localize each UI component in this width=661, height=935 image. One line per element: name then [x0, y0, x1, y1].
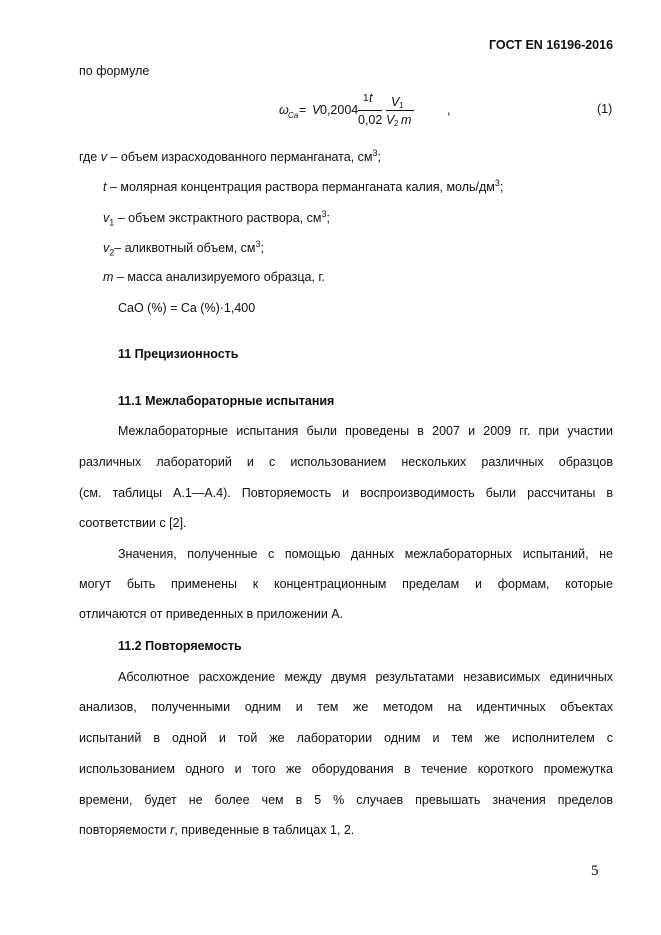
formula-frac2-num-v: V	[391, 95, 400, 109]
formula-frac1-line	[358, 110, 382, 111]
text-line: отличаются от приведенных в приложении А.	[79, 607, 344, 621]
formula-frac1-den: 0,02	[358, 113, 383, 127]
section-11-1-heading: 11.1 Межлабораторные испытания	[118, 394, 335, 408]
formula-frac2-num-sub: 1	[399, 101, 404, 110]
text-line: времени, будет не более чем в 5 % случаев превышать значения пределов	[79, 793, 613, 807]
section-11-2-heading: 11.2 Повторяемость	[118, 639, 242, 653]
formula-equals: =	[299, 103, 307, 117]
formula-v: V	[312, 103, 321, 117]
text-line: анализов, полученными одним и тем же методом на идентичных объектах	[79, 700, 613, 714]
text-line: Межлабораторные испытания были проведены в 2007 и 2009 гг. при участии	[118, 424, 613, 438]
definition-v: где v – объем израсходованного перманганата, $см^3$;	[79, 148, 381, 165]
formula-frac2-line	[386, 110, 414, 111]
definition-m: m – масса анализируемого образца, г.	[103, 270, 325, 284]
document-code: ГОСТ EN 16196-2016	[489, 38, 614, 52]
formula-frac2-den-sub: 2	[394, 119, 399, 128]
formula-coefficient: 0,2004	[320, 103, 359, 117]
intro-text: по формуле	[79, 64, 150, 78]
formula-number: (1)	[597, 102, 613, 116]
formula-frac2-den-v: V	[386, 113, 395, 127]
text-line: использованием одного и того же оборудования в течение короткого промежутка	[79, 762, 613, 776]
text-line: различных лабораторий и с использованием нескольких различных образцов	[79, 455, 613, 469]
definition-v1: $v_1$ – объем экстрактного раствора, $см^3$;	[103, 209, 330, 228]
cao-formula: CaO (%) = Ca (%)·1,400	[118, 301, 256, 315]
formula-frac1-num-t: t	[369, 91, 373, 105]
page-number: 5	[591, 863, 599, 879]
text-line: могут быть применены к концентрационным пределам и формам, которые	[79, 577, 613, 591]
text-line: повторяемости r, приведенные в таблицах 1, 2.	[79, 823, 355, 837]
text-line: соответствии с [2].	[79, 516, 187, 530]
section-11-heading: 11 Прецизионность	[118, 347, 239, 361]
formula-omega: ω	[279, 103, 289, 117]
definition-t: t – молярная концентрация раствора перманганата калия, моль/$дм^3$;	[103, 178, 504, 195]
text-line: Абсолютное расхождение между двумя результатами независимых единичных	[118, 670, 613, 684]
text-line: (см. таблицы А.1—А.4). Повторяемость и воспроизводимость были рассчитаны в	[79, 486, 613, 500]
definition-v2: $v_2-$ аликвотный объем, $см^3$;	[103, 239, 264, 258]
text-line: Значения, полученные с помощью данных межлабораторных испытаний, не	[118, 547, 613, 561]
formula-frac1-num-1: 1	[363, 93, 369, 104]
text-line: испытаний в одной и той же лаборатории одним и тем же исполнителем с	[79, 731, 613, 745]
formula-frac2-den-m: m	[401, 113, 412, 127]
formula-comma: ,	[447, 103, 451, 117]
formula-omega-sub: Ca	[288, 111, 299, 120]
